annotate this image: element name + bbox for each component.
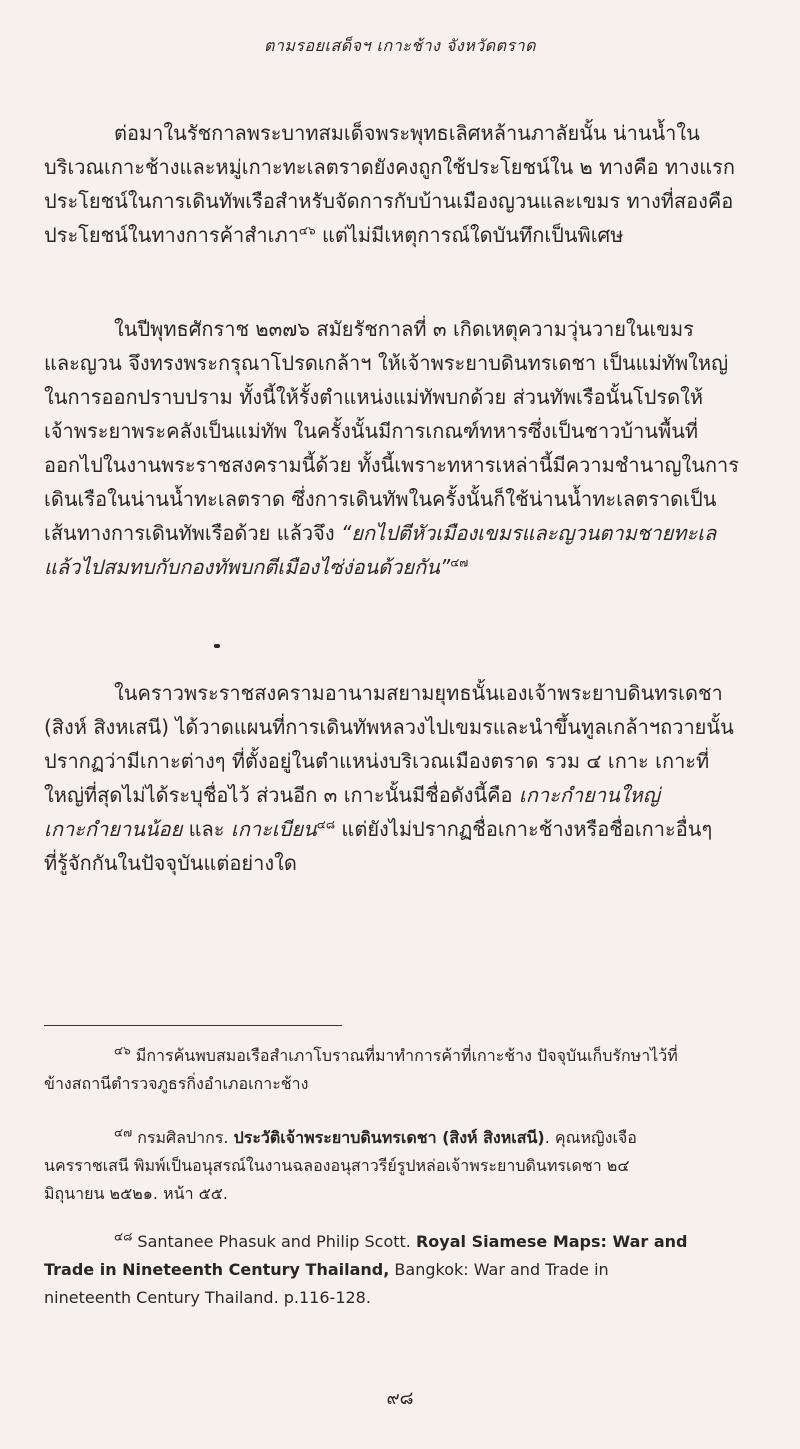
text-line — [44, 1124, 756, 1152]
quotation: “ยกไปตีหัวเมืองเขมรและญวนตามชายทะเล — [340, 521, 717, 545]
book-title: Trade in Nineteenth Century Thailand, — [44, 1260, 390, 1279]
text-line: ในการออกปราบปราม ทั้งนี้ให้รั้งตำแหน่งแม่ทัพบกด้วย ส่วนทัพเรือนั้นโปรดให้ — [44, 385, 704, 409]
text-line: นครราชเสนี พิมพ์เป็นอนุสรณ์ในงานฉลองอนุสาวรีย์รูปหล่อเจ้าพระยาบดินทรเดชา ๒๔ — [44, 1156, 630, 1175]
text-line: ประโยชน์ในการเดินทัพเรือสำหรับจัดการกับบ้านเมืองญวนและเขมร ทางที่สองคือ — [44, 189, 734, 213]
island-name: เกาะกำยานใหญ่ — [518, 783, 660, 807]
running-header: ตามรอยเสด็จฯ เกาะช้าง จังหวัดตราด — [263, 36, 536, 55]
text-segment: ประโยชน์ในทางการค้าสำเภา — [44, 223, 299, 247]
text-line — [44, 1256, 756, 1284]
footnote-ref-46[interactable]: ๔๖ — [298, 223, 316, 238]
quotation: แล้วไปสมทบกับกองทัพบกตีเมืองไซ่ง่อนด้วยกัน” — [44, 555, 451, 579]
book-title: Royal Siamese Maps: War and — [415, 1232, 688, 1251]
island-name: เกาะเบียน — [230, 817, 317, 841]
text-line: เจ้าพระยาพระคลังเป็นแม่ทัพ ในครั้งนั้นมีการเกณฑ์ทหารซึ่งเป็นชาวบ้านพื้นที่ — [44, 419, 699, 443]
text-segment: มีการค้นพบสมอเรือสำเภาโบราณที่มาทำการค้าที่เกาะช้าง ปัจจุบันเก็บรักษาไว้ที่ — [130, 1046, 678, 1065]
footnote-46 — [44, 1042, 756, 1098]
paragraph-3 — [44, 676, 756, 880]
footnote-47 — [44, 1124, 756, 1208]
text-line — [44, 1042, 756, 1070]
text-line: nineteenth Century Thailand. p.116-128. — [44, 1288, 371, 1307]
text-line: บริเวณเกาะช้างและหมู่เกาะทะเลตราดยังคงถูกใช้ประโยชน์ใน ๒ ทางคือ ทางแรก — [44, 155, 735, 179]
paragraph-2 — [44, 312, 756, 584]
text-segment: Bangkok: War and Trade in — [389, 1260, 609, 1279]
text-segment: กรมศิลปากร. — [132, 1128, 234, 1147]
text-line: ในปีพุทธศักราช ๒๓๗๖ สมัยรัชกาลที่ ๓ เกิดเหตุความวุ่นวายในเขมร — [114, 317, 694, 341]
text-line: ข้างสถานีตำรวจภูธรกิ่งอำเภอเกาะช้าง — [44, 1074, 309, 1093]
text-line: และญวน จึงทรงพระกรุณาโปรดเกล้าฯ ให้เจ้าพระยาบดินทรเดชา เป็นแม่ทัพใหญ่ — [44, 351, 729, 375]
footnote-number: ๔๘ — [114, 1229, 133, 1244]
text-line: ที่รู้จักกันในปัจจุบันแต่อย่างใด — [44, 851, 297, 875]
text-line — [44, 218, 756, 252]
footnote-48 — [44, 1228, 756, 1312]
footnote-ref-48[interactable]: ๔๘ — [316, 817, 336, 832]
ink-speck — [214, 644, 220, 648]
page-number: ๙๘ — [386, 1388, 414, 1409]
text-line: (สิงห์ สิงหเสนี) ได้วาดแผนที่การเดินทัพหลวงไปเขมรและนำขึ้นทูลเกล้าฯถวายนั้น — [44, 715, 734, 739]
text-line: เดินเรือในน่านน้ำทะเลตราด ซึ่งการเดินทัพในครั้งนั้นก็ใช้น่านน้ำทะเลตราดเป็น — [44, 487, 717, 511]
text-line — [44, 550, 756, 584]
paragraph-1 — [44, 116, 756, 252]
text-segment: Santanee Phasuk and Philip Scott. — [132, 1232, 416, 1251]
text-line — [44, 516, 756, 550]
text-line — [44, 812, 756, 846]
island-name: เกาะกำยานน้อย — [44, 817, 183, 841]
footnote-ref-47[interactable]: ๔๗ — [450, 555, 469, 570]
text-segment: แต่ไม่มีเหตุการณ์ใดบันทึกเป็นพิเศษ — [315, 223, 624, 247]
footnote-number: ๔๖ — [114, 1043, 131, 1058]
text-segment: เส้นทางการเดินทัพเรือด้วย แล้วจึง — [44, 521, 341, 545]
text-segment: ใหญ่ที่สุดไม่ได้ระบุชื่อไว้ ส่วนอีก ๓ เกาะนั้นมีชื่อดังนี้คือ — [44, 783, 519, 807]
text-line — [44, 1228, 756, 1256]
text-segment: และ — [182, 817, 231, 841]
footnote-number: ๔๗ — [114, 1125, 133, 1140]
text-line: มิถุนายน ๒๕๒๑. หน้า ๕๕. — [44, 1184, 228, 1203]
text-segment: แต่ยังไม่ปรากฏชื่อเกาะช้างหรือชื่อเกาะอื่นๆ — [335, 817, 713, 841]
book-title: ประวัติเจ้าพระยาบดินทรเดชา (สิงห์ สิงหเสนี) — [233, 1128, 545, 1147]
text-line — [44, 778, 756, 812]
text-line: ปรากฏว่ามีเกาะต่างๆ ที่ตั้งอยู่ในตำแหน่งบริเวณเมืองตราด รวม ๔ เกาะ เกาะที่ — [44, 749, 710, 773]
text-line: ต่อมาในรัชกาลพระบาทสมเด็จพระพุทธเลิศหล้านภาลัยนั้น น่านน้ำใน — [114, 121, 700, 145]
text-line: ในคราวพระราชสงครามอานามสยามยุทธนั้นเองเจ้าพระยาบดินทรเดชา — [114, 681, 723, 705]
text-segment: . คุณหญิงเจือ — [544, 1128, 637, 1147]
footnote-divider — [44, 1025, 342, 1026]
text-line: ออกไปในงานพระราชสงครามนี้ด้วย ทั้งนี้เพราะทหารเหล่านี้มีความชำนาญในการ — [44, 453, 740, 477]
